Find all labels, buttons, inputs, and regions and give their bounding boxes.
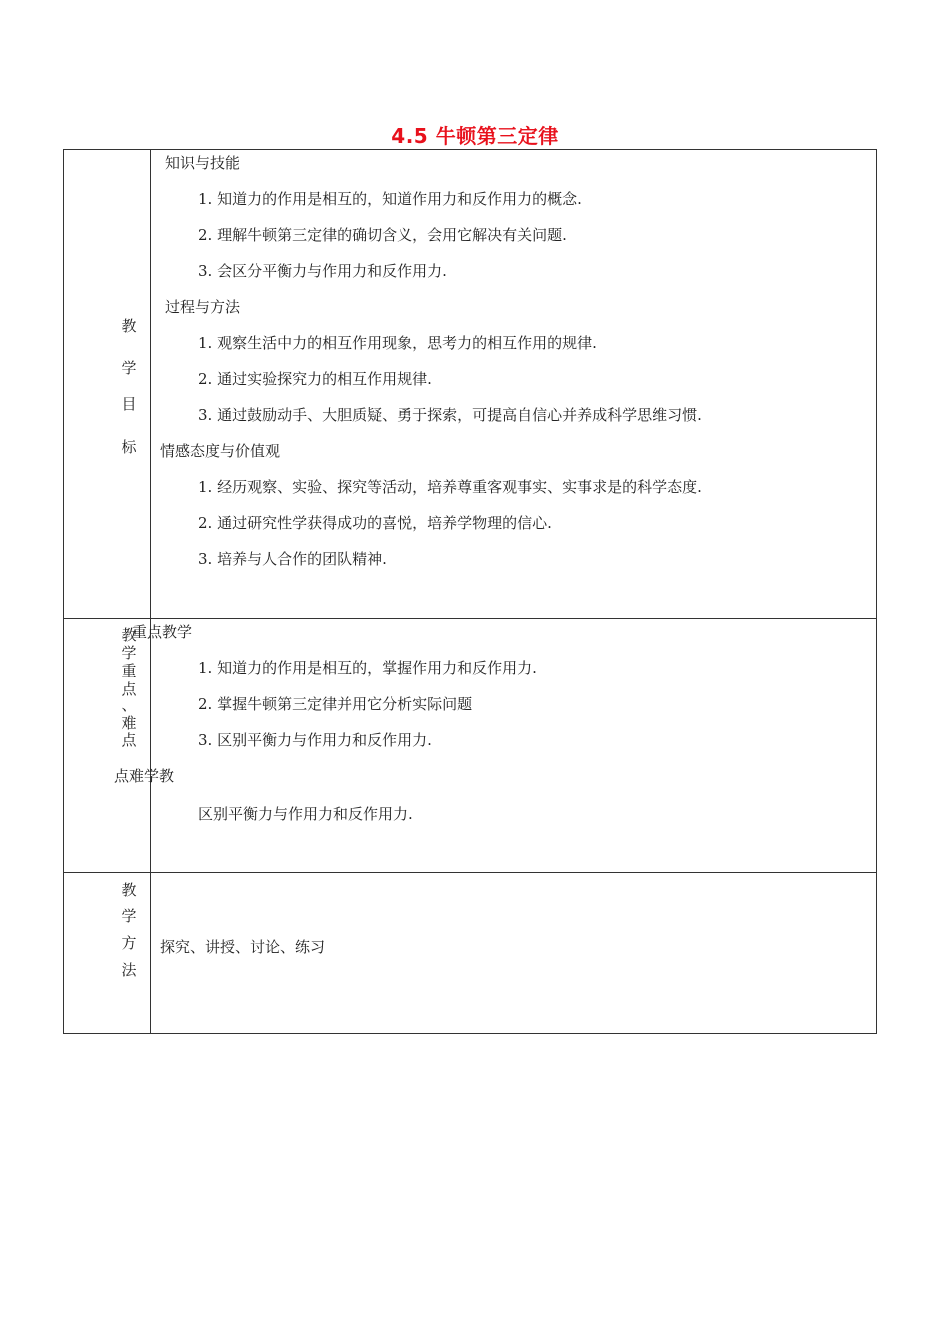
row-divider xyxy=(64,618,876,619)
knowledge-item: 3. 会区分平衡力与作用力和反作用力. xyxy=(198,262,447,280)
key-heading: 重点教学 xyxy=(132,623,193,641)
key-item: 3. 区别平衡力与作用力和反作用力. xyxy=(198,731,432,749)
row-divider xyxy=(64,872,876,873)
emotion-item: 3. 培养与人合作的团队精神. xyxy=(198,550,387,568)
difficulty-text: 区别平衡力与作用力和反作用力. xyxy=(198,805,413,823)
lesson-plan-table: 教 学 目 标 知识与技能 1. 知道力的作用是相互的，知道作用力和反作用力的概念. 2. 理解牛顿第三定律的确切含义，会用它解决有关问题. 3. 会区分平衡力与作用力和反作用力. 过程与方法 1. 观察生活中力的相互作用现象，思考力的相互作用的规律. 2. 通过实验探究力的相互作用规律. 3. 通过鼓励动手、大胆质疑、勇于探索，可提高自信心并养成科学思维习惯. 情感态度与价值观 1. 经历观察、实验、探究等活动，培养尊重客观事实、实事求是的科学态度. 2. 通过研究性学获得成功的喜悦，培养学物理的信心. 3. 培养与人合作的团队精神. 教 学 重 点 、 难 点 重点教学 1. 知道力的作用是相互的，掌握作用力和反作用力. 2. 掌握牛顿第三定律并用它分析实际问题 3. 区别平衡力与作用力和反作用力. 点难学教 区别平衡力与作用力和反作用力. 教 学 方 法 探究、讲授、讨论、练习 xyxy=(63,149,877,1034)
emotion-item: 1. 经历观察、实验、探究等活动，培养尊重客观事实、实事求是的科学态度. xyxy=(198,478,702,496)
knowledge-heading: 知识与技能 xyxy=(165,154,241,172)
process-item: 2. 通过实验探究力的相互作用规律. xyxy=(198,370,432,388)
methods-text: 探究、讲授、讨论、练习 xyxy=(160,938,326,956)
knowledge-item: 1. 知道力的作用是相互的，知道作用力和反作用力的概念. xyxy=(198,190,582,208)
key-item: 2. 掌握牛顿第三定律并用它分析实际问题 xyxy=(198,695,473,713)
emotion-item: 2. 通过研究性学获得成功的喜悦，培养学物理的信心. xyxy=(198,514,552,532)
knowledge-item: 2. 理解牛顿第三定律的确切含义，会用它解决有关问题. xyxy=(198,226,567,244)
key-item: 1. 知道力的作用是相互的，掌握作用力和反作用力. xyxy=(198,659,537,677)
emotion-heading: 情感态度与价值观 xyxy=(160,442,281,460)
process-heading: 过程与方法 xyxy=(165,298,241,316)
process-item: 1. 观察生活中力的相互作用现象，思考力的相互作用的规律. xyxy=(198,334,597,352)
difficulty-heading: 点难学教 xyxy=(114,767,175,785)
page-title: 4.5 牛顿第三定律 xyxy=(391,124,559,148)
process-item: 3. 通过鼓励动手、大胆质疑、勇于探索，可提高自信心并养成科学思维习惯. xyxy=(198,406,702,424)
column-divider xyxy=(150,150,151,1033)
